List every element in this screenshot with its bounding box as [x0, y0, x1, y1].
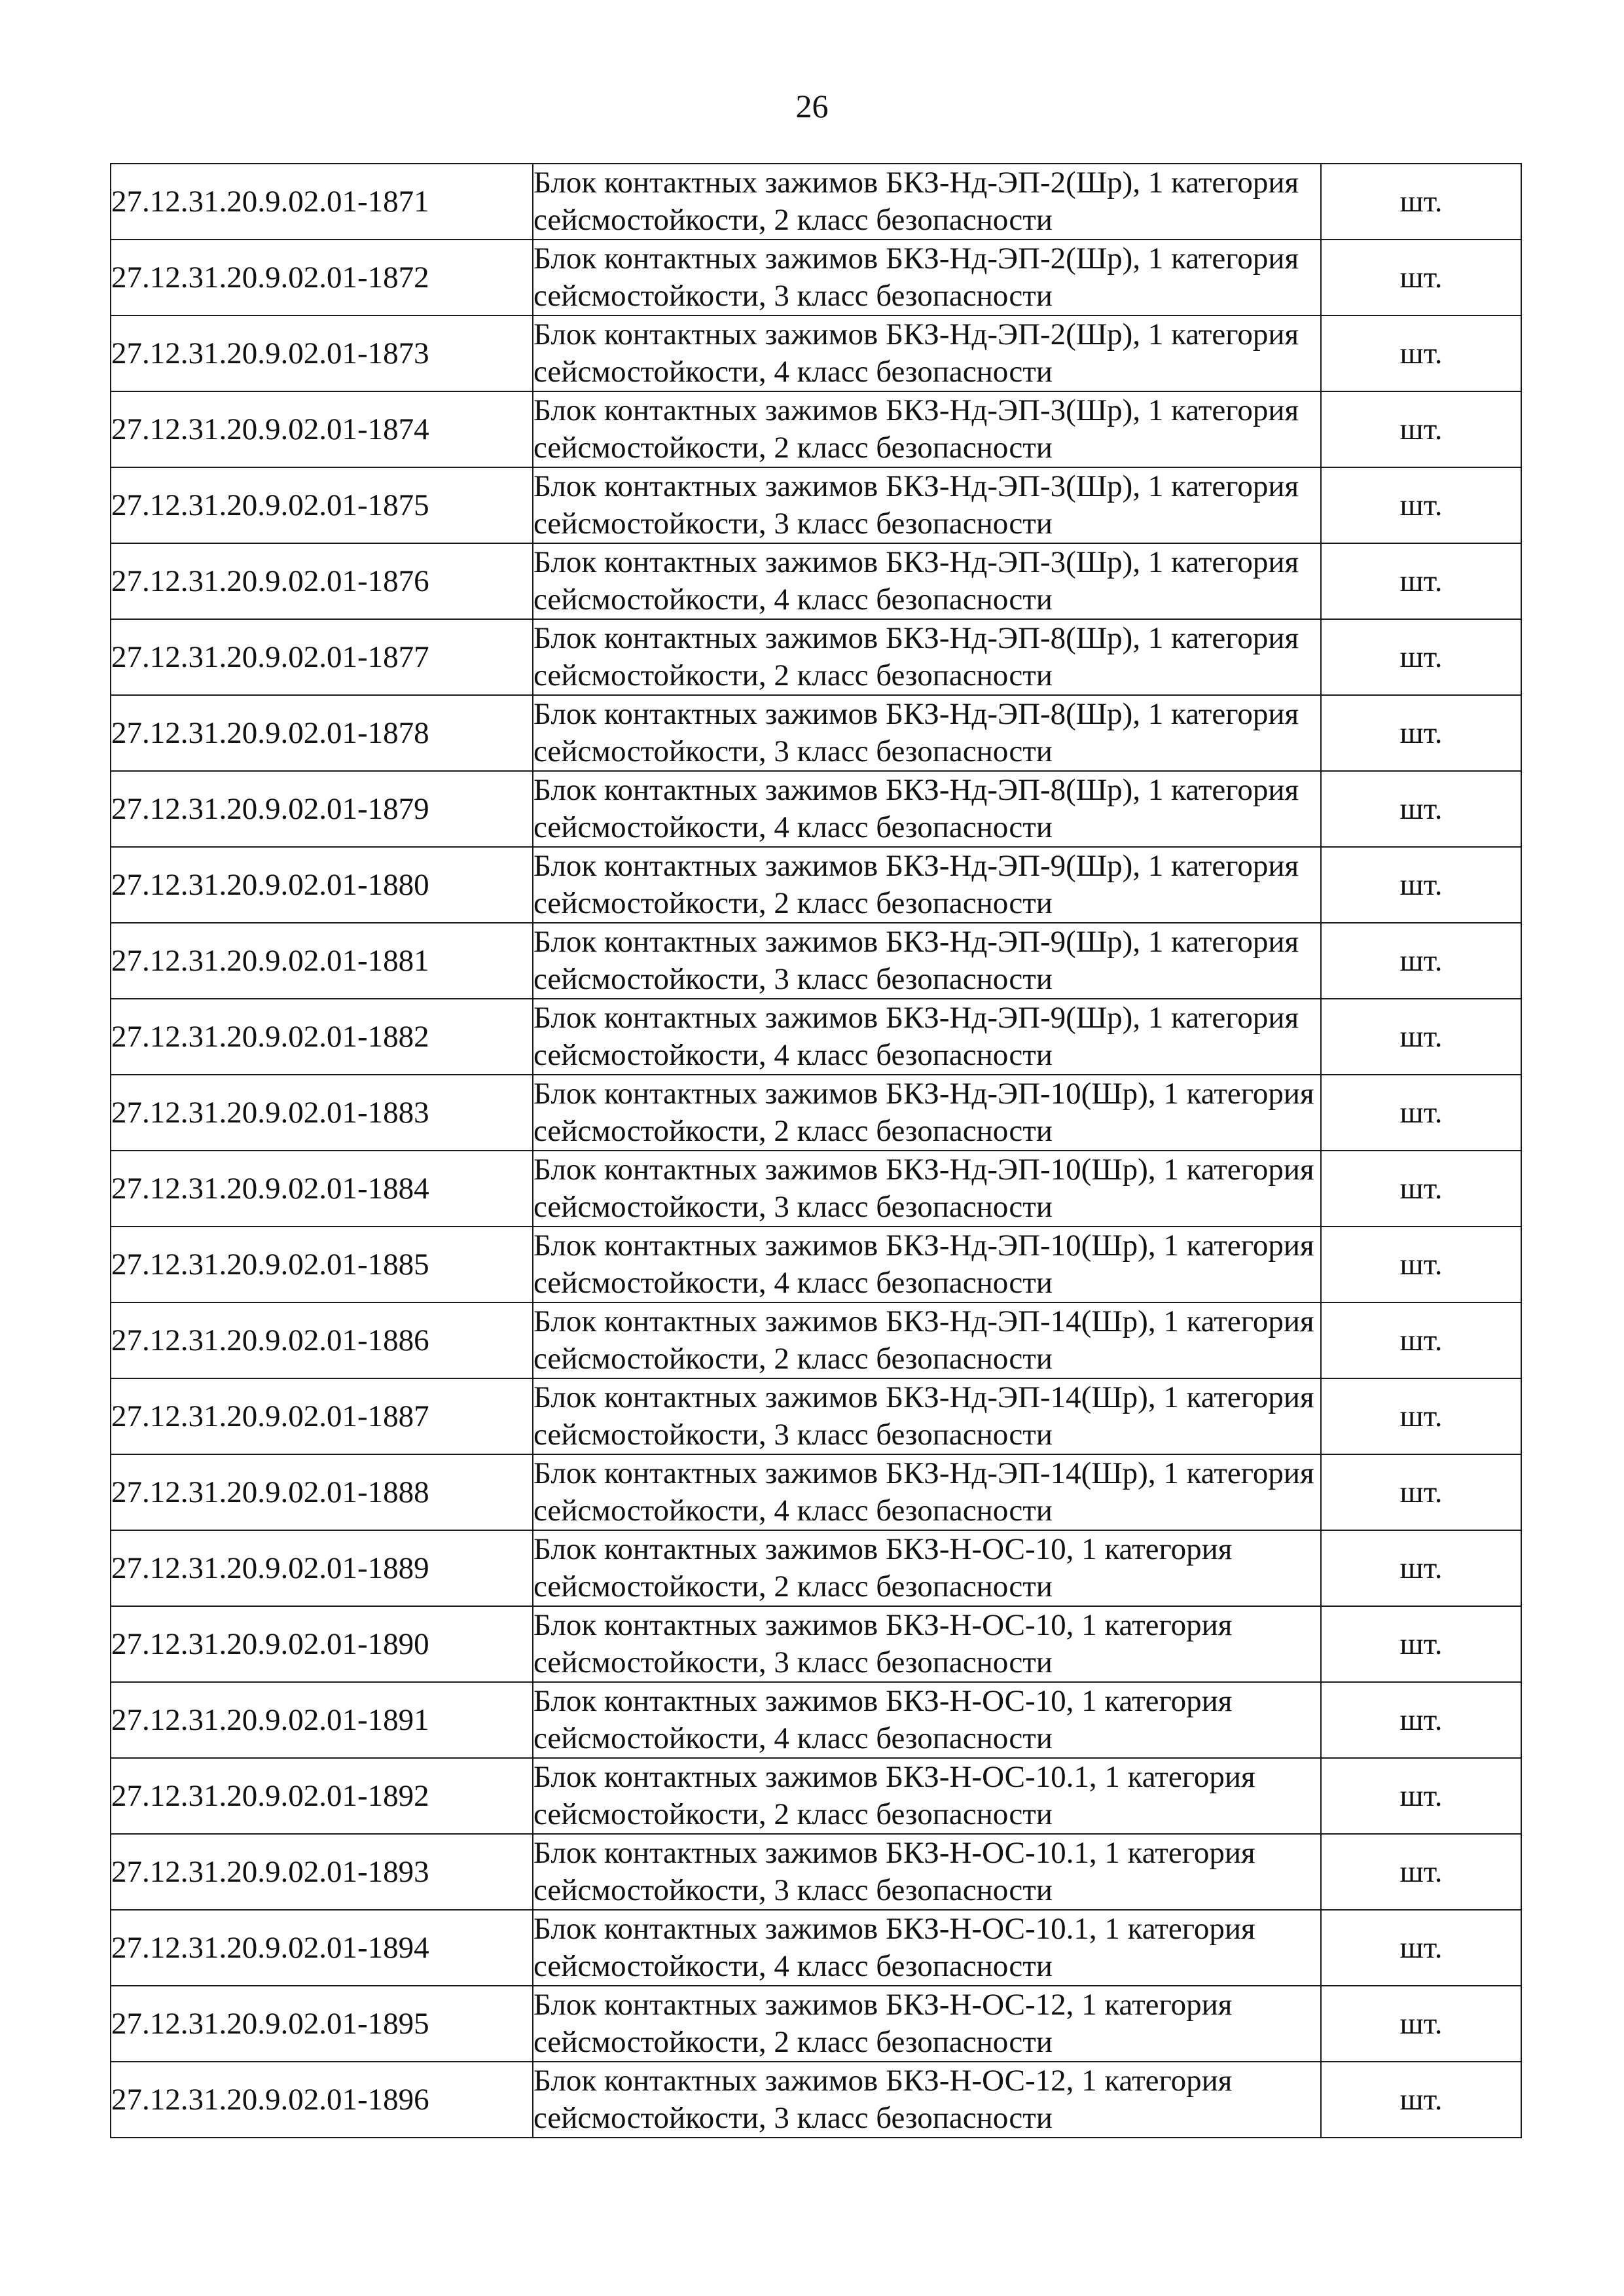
table-row — [111, 467, 1521, 543]
unit-cell: шт. — [1321, 1454, 1521, 1530]
name-text: Блок контактных зажимов БКЗ-Нд-ЭП-10(Шр), 1 категория сейсмостойкости, 4 класс безопасности — [533, 1229, 1314, 1300]
table-row — [111, 1530, 1521, 1606]
table-row — [111, 1834, 1521, 1910]
unit-cell: шт. — [1321, 619, 1521, 695]
name-cell — [533, 923, 1321, 999]
name-text: Блок контактных зажимов БКЗ-Нд-ЭП-14(Шр), 1 категория сейсмостойкости, 2 класс безопасности — [533, 1304, 1314, 1376]
unit-cell: шт. — [1321, 315, 1521, 391]
code-cell: 27.12.31.20.9.02.01-1893 — [111, 1834, 533, 1910]
table-row — [111, 1758, 1521, 1834]
resource-table — [110, 163, 1522, 2138]
name-text: Блок контактных зажимов БКЗ-Нд-ЭП-9(Шр), 1 категория сейсмостойкости, 2 класс безопасности — [533, 849, 1299, 920]
unit-cell: шт. — [1321, 543, 1521, 619]
name-text: Блок контактных зажимов БКЗ-Нд-ЭП-2(Шр), 1 категория сейсмостойкости, 3 класс безопасности — [533, 242, 1299, 313]
code-cell: 27.12.31.20.9.02.01-1878 — [111, 695, 533, 771]
name-text: Блок контактных зажимов БКЗ-Нд-ЭП-8(Шр), 1 категория сейсмостойкости, 2 класс безопасности — [533, 621, 1299, 692]
name-cell — [533, 1986, 1321, 2062]
name-text: Блок контактных зажимов БКЗ-Н-ОС-10.1, 1 категория сейсмостойкости, 2 класс безопасности — [533, 1760, 1255, 1831]
name-text: Блок контактных зажимов БКЗ-Н-ОС-10.1, 1 категория сейсмостойкости, 4 класс безопасности — [533, 1912, 1255, 1983]
name-cell — [533, 1606, 1321, 1682]
name-cell — [533, 543, 1321, 619]
name-text: Блок контактных зажимов БКЗ-Нд-ЭП-3(Шр), 1 категория сейсмостойкости, 3 класс безопасности — [533, 469, 1299, 541]
name-cell — [533, 1227, 1321, 1302]
name-cell — [533, 1378, 1321, 1454]
code-cell: 27.12.31.20.9.02.01-1883 — [111, 1075, 533, 1151]
code-cell: 27.12.31.20.9.02.01-1891 — [111, 1682, 533, 1758]
table-row — [111, 619, 1521, 695]
unit-cell: шт. — [1321, 1986, 1521, 2062]
name-cell — [533, 1302, 1321, 1378]
name-text: Блок контактных зажимов БКЗ-Нд-ЭП-2(Шр), 1 категория сейсмостойкости, 4 класс безопасности — [533, 317, 1299, 389]
table-row — [111, 771, 1521, 847]
name-cell — [533, 1834, 1321, 1910]
code-cell: 27.12.31.20.9.02.01-1892 — [111, 1758, 533, 1834]
name-cell — [533, 315, 1321, 391]
unit-cell: шт. — [1321, 391, 1521, 467]
unit-cell: шт. — [1321, 1151, 1521, 1227]
name-text: Блок контактных зажимов БКЗ-Н-ОС-10, 1 категория сейсмостойкости, 2 класс безопасности — [533, 1532, 1233, 1604]
table-row — [111, 1075, 1521, 1151]
unit-cell: шт. — [1321, 467, 1521, 543]
name-cell — [533, 1910, 1321, 1986]
table-row — [111, 1302, 1521, 1378]
unit-cell: шт. — [1321, 771, 1521, 847]
page-number: 26 — [795, 88, 829, 124]
name-cell — [533, 1454, 1321, 1530]
table-row — [111, 695, 1521, 771]
code-cell: 27.12.31.20.9.02.01-1896 — [111, 2062, 533, 2138]
table-row — [111, 1606, 1521, 1682]
unit-cell: шт. — [1321, 1758, 1521, 1834]
table-row — [111, 240, 1521, 315]
name-text: Блок контактных зажимов БКЗ-Н-ОС-12, 1 категория сейсмостойкости, 3 класс безопасности — [533, 2064, 1233, 2135]
table-row — [111, 2062, 1521, 2138]
name-cell — [533, 695, 1321, 771]
code-cell: 27.12.31.20.9.02.01-1873 — [111, 315, 533, 391]
name-cell — [533, 619, 1321, 695]
code-cell: 27.12.31.20.9.02.01-1875 — [111, 467, 533, 543]
table-row — [111, 1227, 1521, 1302]
code-cell: 27.12.31.20.9.02.01-1874 — [111, 391, 533, 467]
unit-cell: шт. — [1321, 240, 1521, 315]
name-cell — [533, 2062, 1321, 2138]
code-cell: 27.12.31.20.9.02.01-1882 — [111, 999, 533, 1075]
name-cell — [533, 164, 1321, 240]
code-cell: 27.12.31.20.9.02.01-1889 — [111, 1530, 533, 1606]
code-cell: 27.12.31.20.9.02.01-1887 — [111, 1378, 533, 1454]
code-cell: 27.12.31.20.9.02.01-1894 — [111, 1910, 533, 1986]
code-cell: 27.12.31.20.9.02.01-1871 — [111, 164, 533, 240]
code-cell: 27.12.31.20.9.02.01-1879 — [111, 771, 533, 847]
table-body — [111, 164, 1521, 2138]
name-text: Блок контактных зажимов БКЗ-Нд-ЭП-14(Шр), 1 категория сейсмостойкости, 3 класс безопасности — [533, 1380, 1314, 1452]
unit-cell: шт. — [1321, 847, 1521, 923]
unit-cell: шт. — [1321, 695, 1521, 771]
name-text: Блок контактных зажимов БКЗ-Нд-ЭП-10(Шр), 1 категория сейсмостойкости, 2 класс безопасности — [533, 1077, 1314, 1148]
name-text: Блок контактных зажимов БКЗ-Нд-ЭП-9(Шр), 1 категория сейсмостойкости, 3 класс безопасности — [533, 925, 1299, 996]
table-row — [111, 1378, 1521, 1454]
table-row — [111, 923, 1521, 999]
name-text: Блок контактных зажимов БКЗ-Нд-ЭП-2(Шр), 1 категория сейсмостойкости, 2 класс безопасности — [533, 166, 1299, 237]
code-cell: 27.12.31.20.9.02.01-1885 — [111, 1227, 533, 1302]
name-cell — [533, 1075, 1321, 1151]
name-cell — [533, 240, 1321, 315]
code-cell: 27.12.31.20.9.02.01-1895 — [111, 1986, 533, 2062]
name-cell — [533, 1758, 1321, 1834]
code-cell: 27.12.31.20.9.02.01-1881 — [111, 923, 533, 999]
table-row — [111, 1454, 1521, 1530]
code-cell: 27.12.31.20.9.02.01-1872 — [111, 240, 533, 315]
code-cell: 27.12.31.20.9.02.01-1877 — [111, 619, 533, 695]
code-cell: 27.12.31.20.9.02.01-1886 — [111, 1302, 533, 1378]
name-text: Блок контактных зажимов БКЗ-Нд-ЭП-8(Шр), 1 категория сейсмостойкости, 4 класс безопасности — [533, 773, 1299, 844]
table-row — [111, 1910, 1521, 1986]
code-cell: 27.12.31.20.9.02.01-1880 — [111, 847, 533, 923]
code-cell: 27.12.31.20.9.02.01-1890 — [111, 1606, 533, 1682]
table-row — [111, 1682, 1521, 1758]
table-row — [111, 847, 1521, 923]
unit-cell: шт. — [1321, 1834, 1521, 1910]
code-cell: 27.12.31.20.9.02.01-1888 — [111, 1454, 533, 1530]
name-text: Блок контактных зажимов БКЗ-Н-ОС-12, 1 категория сейсмостойкости, 2 класс безопасности — [533, 1988, 1233, 2059]
name-cell — [533, 1530, 1321, 1606]
unit-cell: шт. — [1321, 923, 1521, 999]
table-row — [111, 543, 1521, 619]
table-row — [111, 1986, 1521, 2062]
code-cell: 27.12.31.20.9.02.01-1876 — [111, 543, 533, 619]
unit-cell: шт. — [1321, 1606, 1521, 1682]
name-cell — [533, 999, 1321, 1075]
name-cell — [533, 1151, 1321, 1227]
table-row — [111, 999, 1521, 1075]
name-text: Блок контактных зажимов БКЗ-Нд-ЭП-8(Шр), 1 категория сейсмостойкости, 3 класс безопасности — [533, 697, 1299, 768]
unit-cell: шт. — [1321, 1530, 1521, 1606]
name-text: Блок контактных зажимов БКЗ-Н-ОС-10, 1 категория сейсмостойкости, 3 класс безопасности — [533, 1608, 1233, 1679]
name-cell — [533, 771, 1321, 847]
name-text: Блок контактных зажимов БКЗ-Нд-ЭП-14(Шр), 1 категория сейсмостойкости, 4 класс безопасности — [533, 1456, 1314, 1528]
unit-cell: шт. — [1321, 1227, 1521, 1302]
name-cell — [533, 847, 1321, 923]
name-cell — [533, 391, 1321, 467]
table-row — [111, 164, 1521, 240]
name-text: Блок контактных зажимов БКЗ-Нд-ЭП-10(Шр), 1 категория сейсмостойкости, 3 класс безопасности — [533, 1153, 1314, 1224]
unit-cell: шт. — [1321, 1075, 1521, 1151]
table-row — [111, 391, 1521, 467]
unit-cell: шт. — [1321, 1910, 1521, 1986]
unit-cell: шт. — [1321, 2062, 1521, 2138]
name-text: Блок контактных зажимов БКЗ-Н-ОС-10, 1 категория сейсмостойкости, 4 класс безопасности — [533, 1684, 1233, 1755]
name-cell — [533, 467, 1321, 543]
unit-cell: шт. — [1321, 999, 1521, 1075]
name-cell — [533, 1682, 1321, 1758]
name-text: Блок контактных зажимов БКЗ-Нд-ЭП-3(Шр), 1 категория сейсмостойкости, 4 класс безопасности — [533, 545, 1299, 617]
table-row — [111, 1151, 1521, 1227]
unit-cell: шт. — [1321, 1682, 1521, 1758]
code-cell: 27.12.31.20.9.02.01-1884 — [111, 1151, 533, 1227]
table-row — [111, 315, 1521, 391]
unit-cell: шт. — [1321, 1302, 1521, 1378]
unit-cell: шт. — [1321, 1378, 1521, 1454]
name-text: Блок контактных зажимов БКЗ-Нд-ЭП-9(Шр), 1 категория сейсмостойкости, 4 класс безопасности — [533, 1001, 1299, 1072]
name-text: Блок контактных зажимов БКЗ-Нд-ЭП-3(Шр), 1 категория сейсмостойкости, 2 класс безопасности — [533, 393, 1299, 465]
unit-cell: шт. — [1321, 164, 1521, 240]
name-text: Блок контактных зажимов БКЗ-Н-ОС-10.1, 1 категория сейсмостойкости, 3 класс безопасности — [533, 1836, 1255, 1907]
